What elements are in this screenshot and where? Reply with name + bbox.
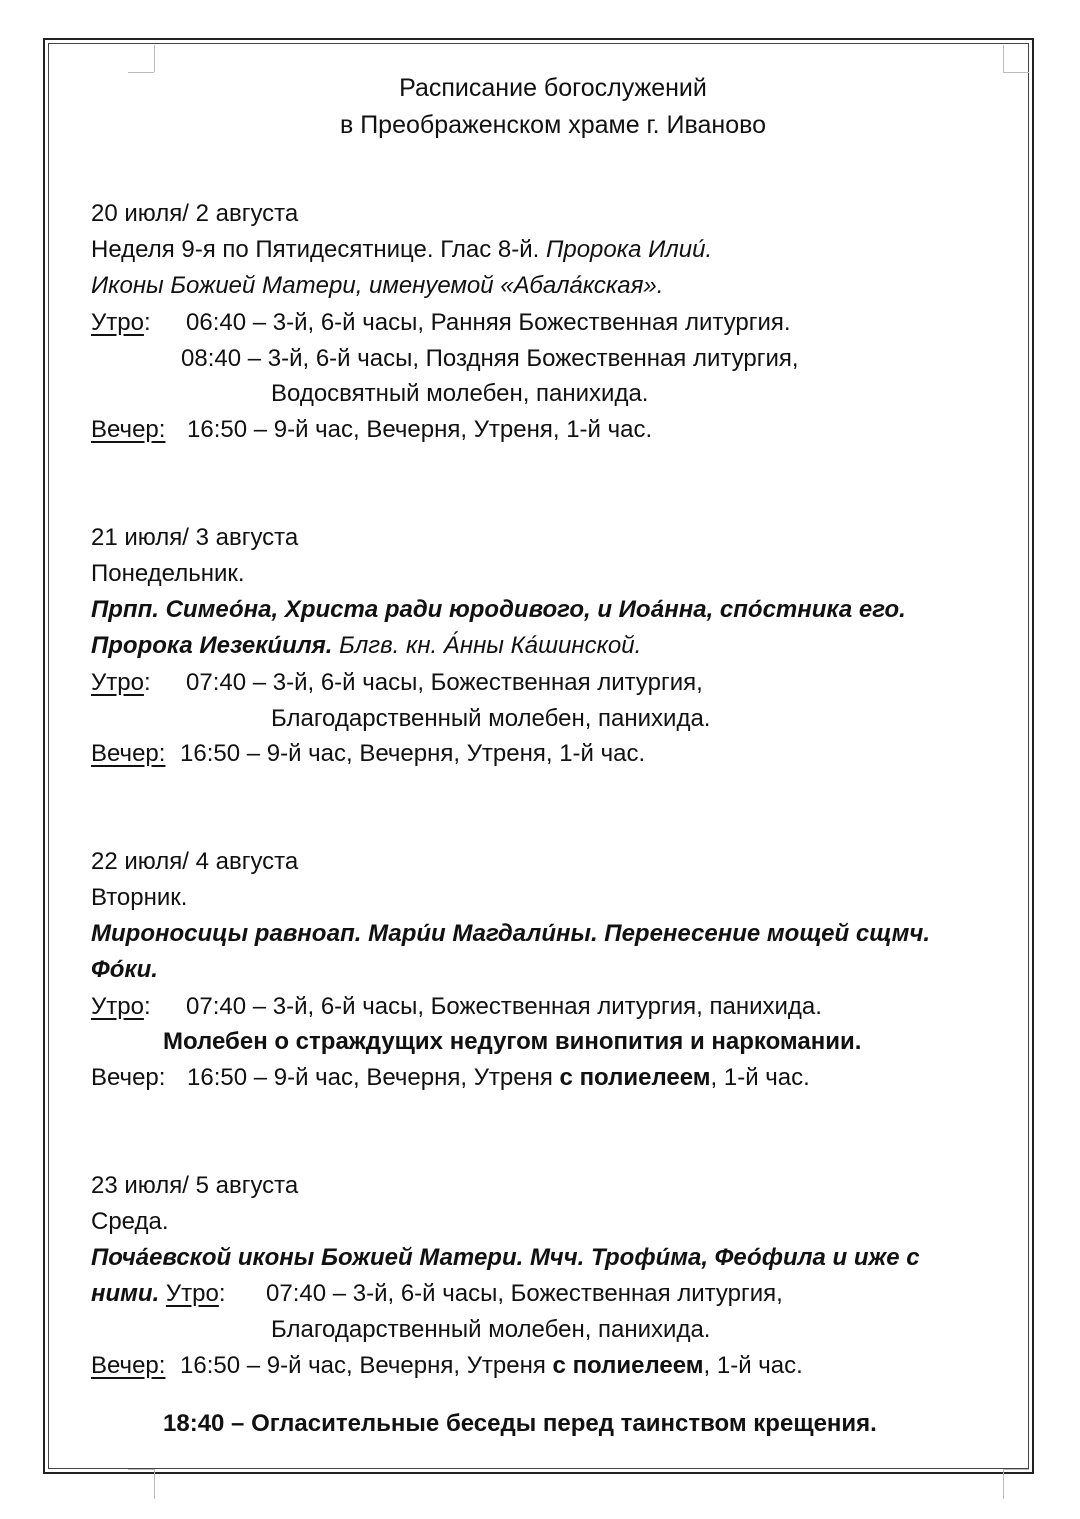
weekday-text: Неделя 9-я по Пятидесятнице. Глас 8-й. <box>91 236 546 263</box>
morning-service: 07:40 – 3-й, 6-й часы, Божественная литургия, <box>266 1280 783 1307</box>
crop-mark <box>154 45 155 72</box>
morning-row: Утро: <box>91 669 151 696</box>
day-weekday <box>91 235 712 265</box>
day-date: 23 июля/ 5 августа <box>91 1172 299 1199</box>
document-title-line2: в Преображенском храме г. Иваново <box>339 111 766 139</box>
day-weekday: Понедельник. <box>91 560 245 587</box>
morning-label: Утро <box>91 669 144 696</box>
feast-name: Пророка Илии́. <box>545 236 713 263</box>
feast-name: ними. <box>91 1280 160 1307</box>
evening-text: 16:50 – 9-й час, Вечерня, Утреня <box>187 1064 560 1091</box>
special-service: Молебен о страждущих недугом винопития и наркомании. <box>163 1028 862 1055</box>
feast-line: Иконы Божией Матери, именуемой «Абала́кская». <box>91 272 664 299</box>
morning-service: Благодарственный молебен, панихида. <box>271 1316 711 1343</box>
morning-label: Утро <box>91 993 144 1020</box>
feast-line: Мироносицы равноап. Мари́и Магдали́ны. Перенесение мощей сщмч. <box>91 920 931 947</box>
evening-row <box>91 739 165 769</box>
morning-label: Утро <box>165 1280 219 1307</box>
evening-text: , 1-й час. <box>703 1352 803 1379</box>
evening-row <box>91 1351 165 1381</box>
evening-service <box>180 1351 803 1381</box>
crop-mark <box>1003 45 1004 72</box>
morning-service: 08:40 – 3-й, 6-й часы, Поздняя Божественная литургия, <box>181 345 799 372</box>
crop-mark <box>154 1469 155 1499</box>
day-weekday: Среда. <box>91 1208 169 1235</box>
feast-name: Пророка Иезеки́иля. <box>91 632 333 659</box>
evening-service <box>187 1063 810 1093</box>
evening-row <box>91 415 165 445</box>
feast-line: Фо́ки. <box>91 956 158 983</box>
morning-label: Утро <box>91 309 144 336</box>
day-date: 20 июля/ 2 августа <box>91 200 299 227</box>
feast-line: Прпп. Симео́на, Христа ради юродивого, и Иоа́нна, спо́стника его. <box>91 596 906 623</box>
evening-label: Вечер: <box>91 740 166 767</box>
evening-label: Вечер: <box>91 1352 166 1379</box>
morning-row: Утро: <box>91 309 151 336</box>
evening-service: 16:50 – 9-й час, Вечерня, Утреня, 1-й час. <box>180 740 646 767</box>
day-date: 22 июля/ 4 августа <box>91 848 299 875</box>
evening-row <box>91 1063 165 1093</box>
day-weekday: Вторник. <box>91 884 188 911</box>
feast-line: Поча́евской иконы Божией Матери. Мчч. Трофи́ма, Фео́фила и иже с <box>91 1244 920 1271</box>
day-date: 21 июля/ 3 августа <box>91 524 299 551</box>
evening-label: Вечер: <box>91 416 166 443</box>
evening-bold: с полиелеем <box>552 1352 704 1379</box>
morning-row: Утро: <box>91 993 151 1020</box>
document-title-line1: Расписание богослужений <box>399 74 707 102</box>
crop-mark <box>128 1469 154 1470</box>
evening-text: , 1-й час. <box>710 1064 810 1091</box>
morning-service: 07:40 – 3-й, 6-й часы, Божественная литургия, <box>186 669 703 696</box>
evening-label: Вечер: <box>91 1064 166 1091</box>
morning-service: Водосвятный молебен, панихида. <box>271 380 649 407</box>
feast-line <box>91 631 641 661</box>
morning-service: 06:40 – 3-й, 6-й часы, Ранняя Божественная литургия. <box>186 309 791 336</box>
morning-row: ними. Утро: <box>91 1280 226 1307</box>
morning-service: Благодарственный молебен, панихида. <box>271 705 711 732</box>
evening-bold: с полиелеем <box>559 1064 711 1091</box>
crop-mark <box>1003 1469 1029 1470</box>
morning-service: 07:40 – 3-й, 6-й часы, Божественная литургия, панихида. <box>186 993 822 1020</box>
crop-mark <box>1003 1469 1004 1499</box>
catechism-talk: 18:40 – Огласительные беседы перед таинством крещения. <box>163 1410 877 1437</box>
evening-text: 16:50 – 9-й час, Вечерня, Утреня <box>180 1352 553 1379</box>
feast-text: Блгв. кн. А́нны Ка́шинской. <box>332 632 642 659</box>
evening-service: 16:50 – 9-й час, Вечерня, Утреня, 1-й час. <box>187 416 653 443</box>
